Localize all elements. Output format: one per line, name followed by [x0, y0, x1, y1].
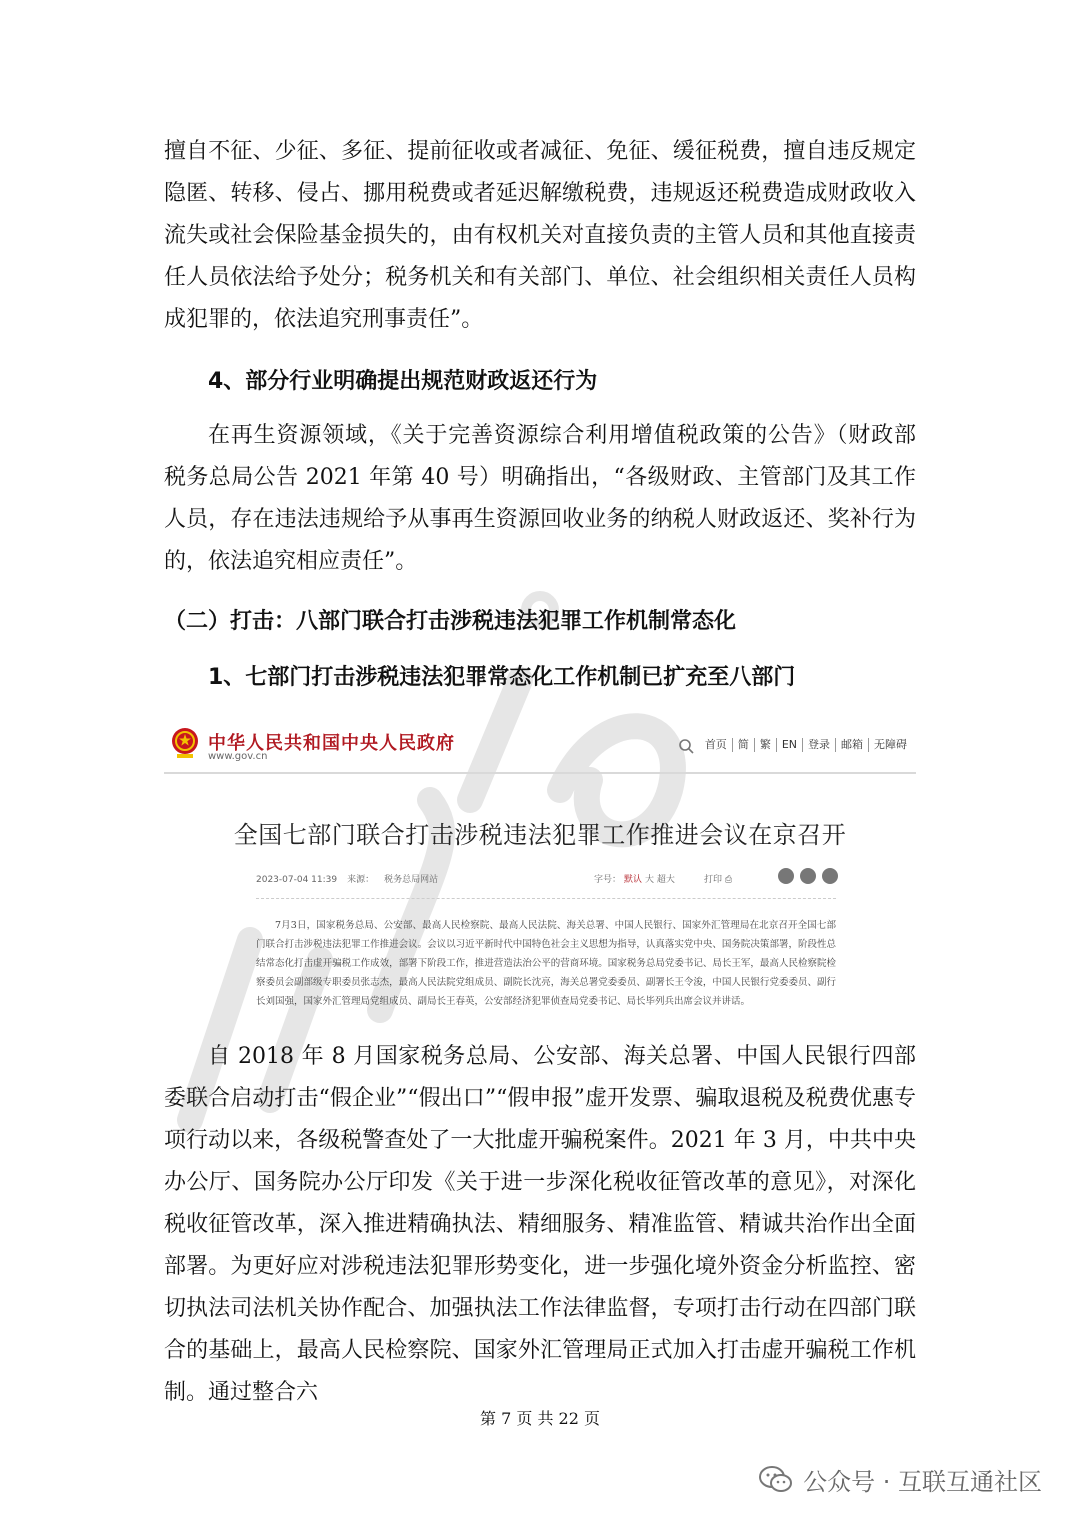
- nav-english: EN: [776, 738, 802, 752]
- article-body: 7月3日，国家税务总局、公安部、最高人民检察院、最高人民法院、海关总署、中国人民银行、国家外汇管理局在北京召开全国七部门联合打击涉税违法犯罪工作推进会议。会议以习近平新时代中国特色社会主义思想为指导，认真落实党中央、国务院决策部署，阶段性总结常态化打击虚开骗税工作成效，部署下阶段工作，推进营造法治公平的营商环境。国家税务总局党委书记、局长王军，最高人民检察院检察委员会副部级专职委员张志杰，最高人民法院党组成员、副院长沈亮，海关总署党委委员、副署长王令浚，中国人民银行党委委员、副行长刘国强，国家外汇管理局党组成员、副局长王春英，公安部经济犯罪侦查局党委书记、局长毕列兵出席会议并讲话。: [256, 920, 836, 1007]
- article-meta: [256, 868, 836, 888]
- gov-site-header: [164, 716, 916, 774]
- nav-home: 首页: [704, 738, 727, 751]
- heading-4: 4、部分行业明确提出规范财政返还行为: [208, 369, 598, 394]
- article-date: 2023-07-04 11:39: [256, 875, 338, 885]
- nav-mail: 邮箱: [835, 738, 868, 752]
- wechat-watermark: [759, 1462, 1042, 1497]
- favorite-icon: [822, 868, 838, 884]
- font-default: 默认: [624, 875, 643, 885]
- article-title: 全国七部门联合打击涉税违法犯罪工作推进会议在京召开: [233, 821, 847, 849]
- article-source: 税务总局网站: [384, 875, 439, 885]
- nav-login: 登录: [802, 738, 835, 752]
- gov-nav: [700, 738, 912, 752]
- weibo-icon: [778, 868, 794, 884]
- paragraph-bottom: 自 2018 年 8 月国家税务总局、公安部、海关总署、中国人民银行四部委联合启动打击“假企业”“假出口”“假申报”虚开发票、骗取退税及税费优惠专项行动以来，各级税警查处了一大批虚开骗税案件。2021 年 3 月，中共中央办公厅、国务院办公厅印发《关于进一步深化税收征管改革的意见》，对深化税收征管改革，深入推进精确执法、精细服务、精准监管、精诚共治作出全面部署。为更好应对涉税违法犯罪形势变化，进一步强化境外资金分析监控、密切执法司法机关协作配合、加强执法工作法律监督，专项打击行动在四部门联合的基础上，最高人民检察院、国家外汇管理局正式加入打击虚开骗税工作机制。通过整合六: [164, 1044, 916, 1405]
- wechat-share-icon: [800, 868, 816, 884]
- nav-accessibility: 无障碍: [868, 738, 912, 752]
- national-emblem-icon: [170, 726, 200, 760]
- print-label: 打印: [704, 875, 723, 885]
- font-size-label: 字号：: [594, 875, 622, 885]
- embedded-article-screenshot: [164, 716, 916, 1016]
- printer-icon: ⎙: [724, 875, 733, 885]
- share-icons: [778, 868, 838, 884]
- page-number: 第 7 页 共 22 页: [480, 1409, 600, 1428]
- section-heading-2: （二）打击：八部门联合打击涉税违法犯罪工作机制常态化: [164, 609, 737, 634]
- print-control: [704, 872, 732, 885]
- search-icon: [678, 738, 694, 754]
- paragraph-top: 擅自不征、少征、多征、提前征收或者减征、免征、缓征税费，擅自违反规定隐匿、转移、侵占、挪用税费或者延迟解缴税费，违规返还税费造成财政收入流失或社会保险基金损失的，由有权机关对直接负责的主管人员和其他直接责任人员依法给予处分；税务机关和有关部门、单位、社会组织相关责任人员构成犯罪的，依法追究刑事责任”。: [164, 139, 916, 332]
- paragraph-mid: 在再生资源领域，《关于完善资源综合利用增值税政策的公告》（财政部 税务总局公告 2021 年第 40 号）明确指出，“各级财政、主管部门及其工作人员，存在违法违规给予从事再生资源回收业务的纳税人财政返还、奖补行为的，依法追究相应责任”。: [164, 423, 916, 574]
- gov-site-name: 中华人民共和国中央人民政府: [208, 733, 455, 754]
- meta-divider: [256, 898, 836, 899]
- font-large: 大: [645, 875, 655, 885]
- wechat-account-name: 公众号 · 互联互通社区: [803, 1468, 1042, 1496]
- nav-traditional: 繁: [754, 738, 776, 752]
- wechat-icon: [759, 1465, 793, 1495]
- source-label: 来源：: [347, 875, 375, 885]
- nav-simplified: 简: [732, 738, 754, 752]
- gov-site-url: www.gov.cn: [208, 751, 268, 762]
- subheading-1: 1、七部门打击涉税违法犯罪常态化工作机制已扩充至八部门: [208, 665, 796, 690]
- font-xlarge: 超大: [656, 875, 675, 885]
- font-size-controls: [594, 872, 675, 885]
